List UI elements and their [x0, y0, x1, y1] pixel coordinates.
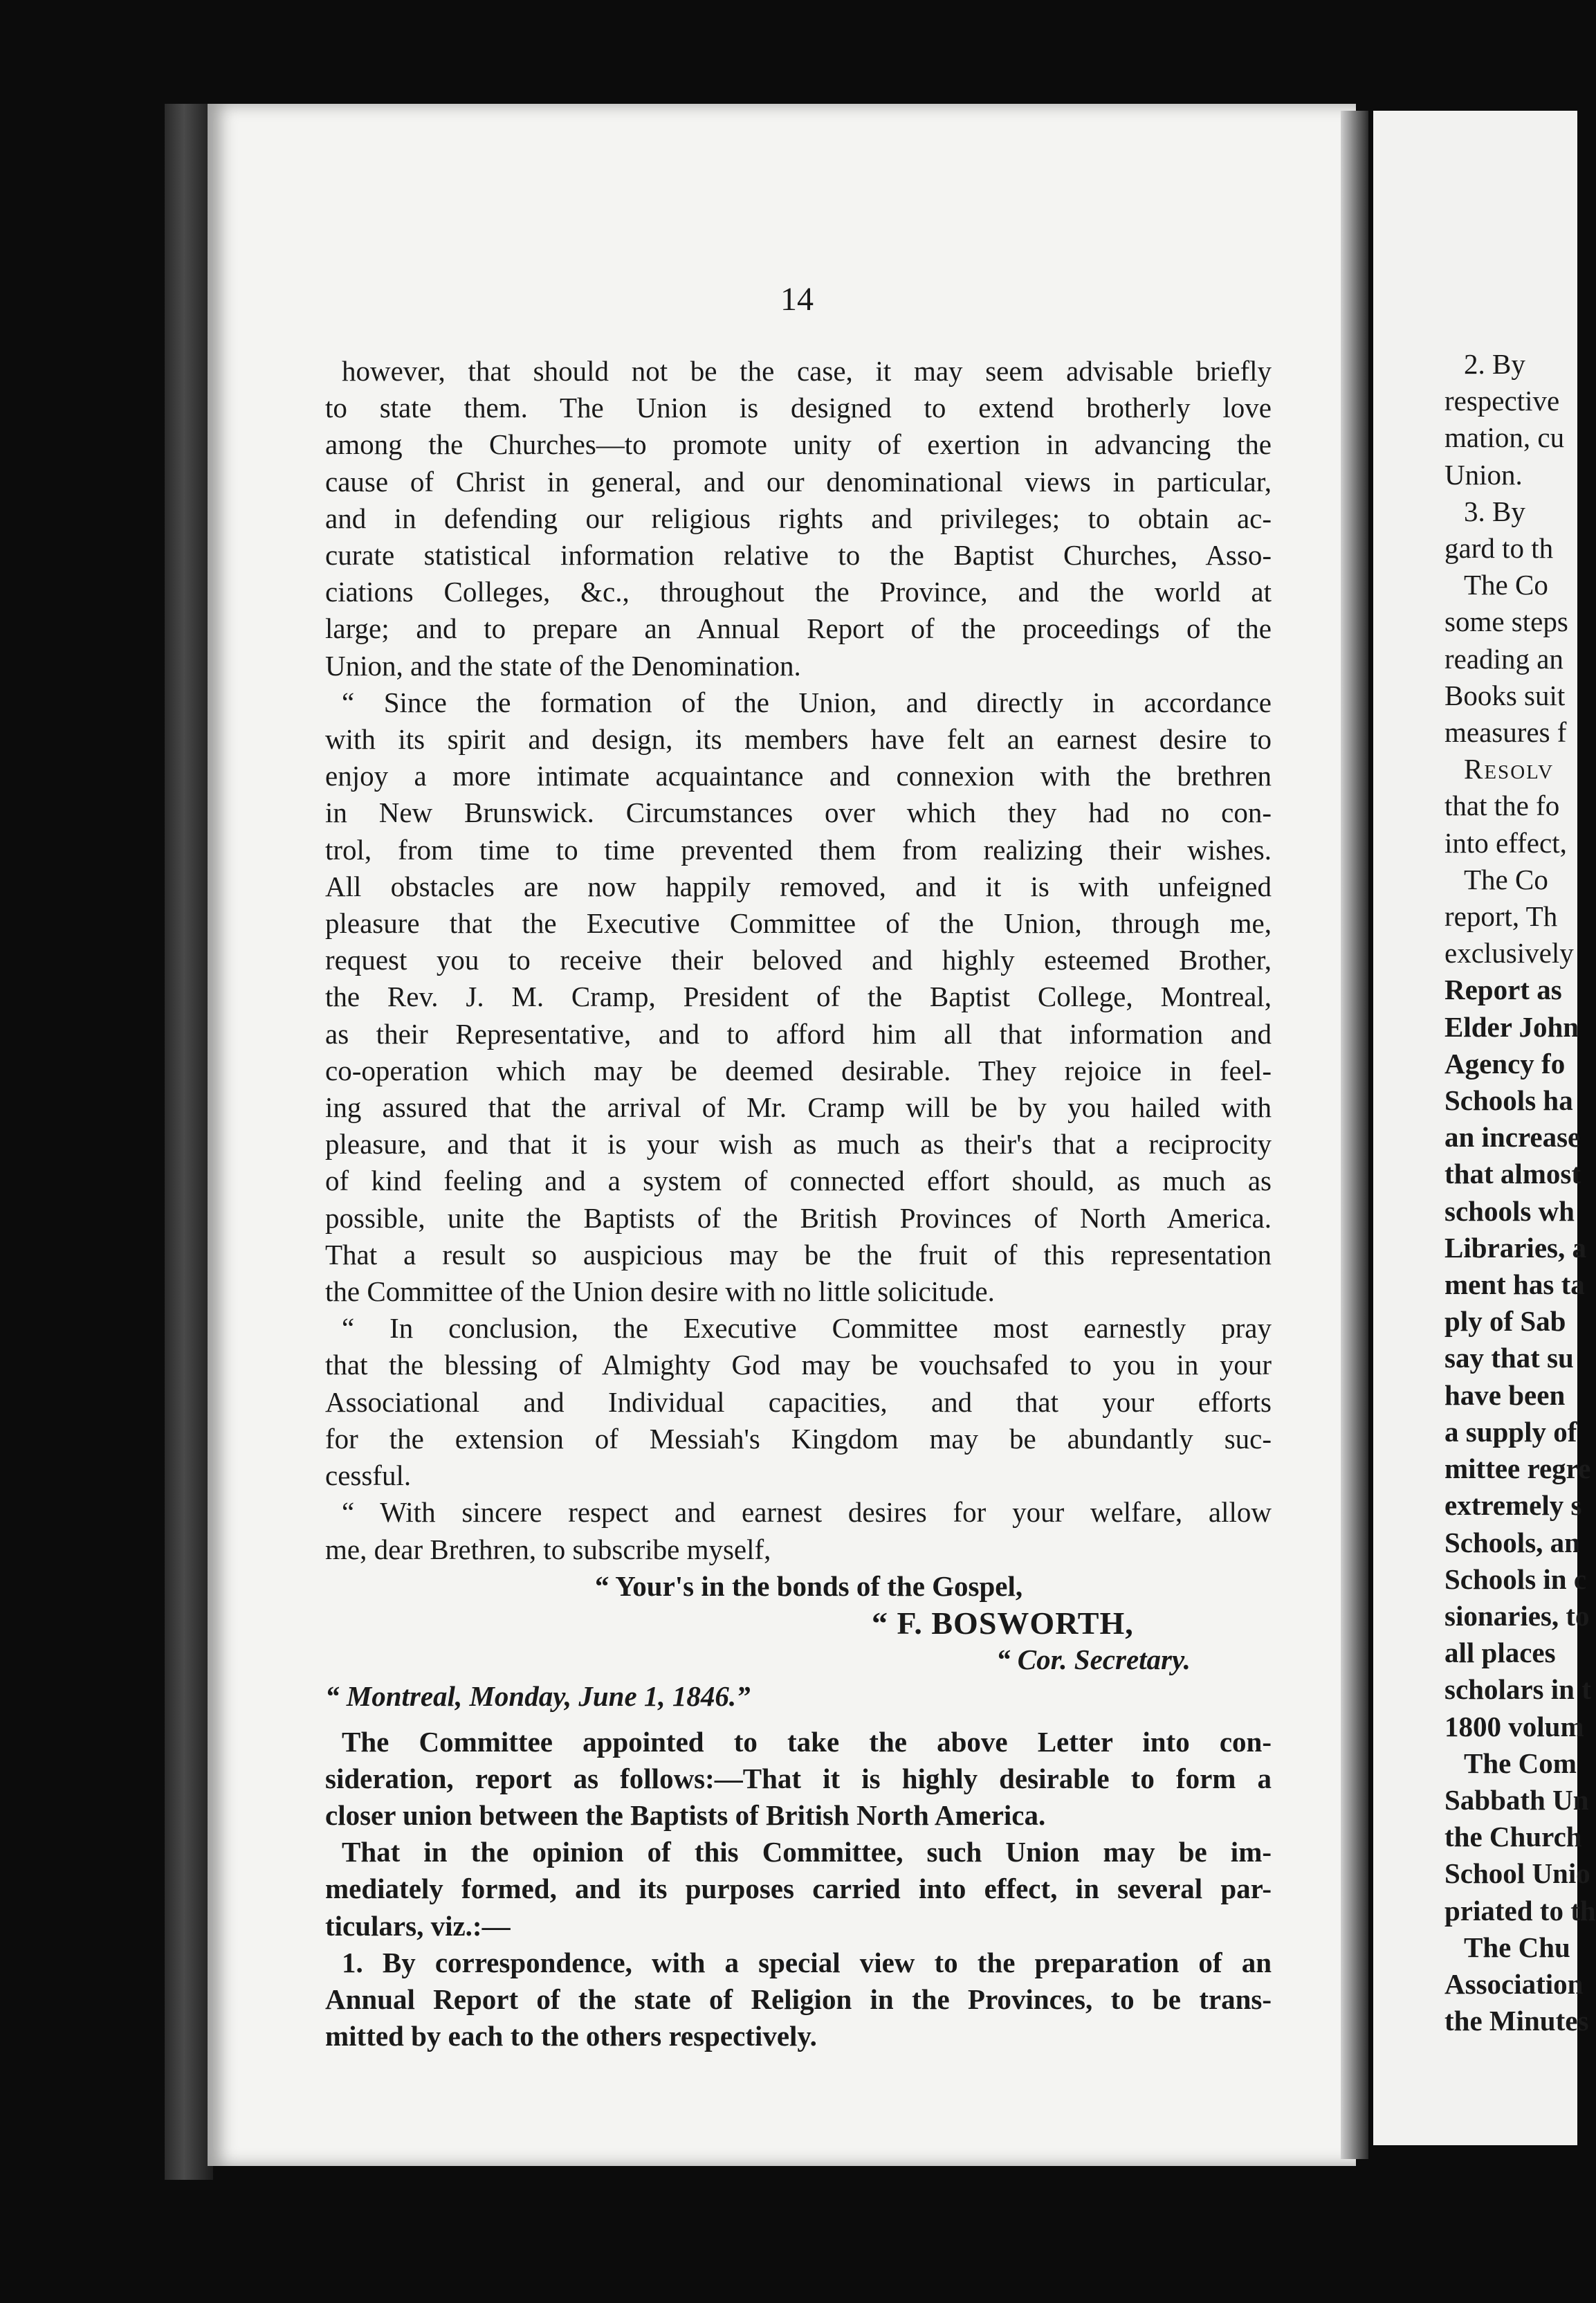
text-line: that the blessing of Almighty God may be vouchsafed to you in your: [325, 1349, 1272, 1381]
text-line: trol, from time to time prevented them from realizing their wishes.: [325, 833, 1272, 866]
right-text-line: report, Th: [1444, 900, 1558, 933]
right-text-line: the Church: [1444, 1821, 1582, 1853]
text-line: That a result so auspicious may be the fruit of this representation: [325, 1238, 1272, 1271]
right-text-line: Schools, an: [1444, 1526, 1580, 1558]
text-line: cessful.: [325, 1459, 412, 1492]
text-line: to state them. The Union is designed to extend brotherly love: [325, 392, 1272, 424]
right-text-line: The Co: [1464, 863, 1548, 895]
text-line: me, dear Brethren, to subscribe myself,: [325, 1533, 771, 1565]
text-line: and in defending our religious rights and privileges; to obtain ac-: [325, 502, 1272, 534]
text-line: “ With sincere respect and earnest desires for your welfare, allow: [342, 1496, 1272, 1529]
text-line: The Committee appointed to take the above Letter into con-: [342, 1725, 1272, 1758]
right-page-body: [1444, 346, 1596, 2039]
right-text-line: into effect,: [1444, 826, 1567, 859]
right-text-line: ply of Sab: [1444, 1305, 1566, 1338]
text-line: “ In conclusion, the Executive Committee most earnestly pray: [342, 1312, 1272, 1345]
text-line: among the Churches—to promote unity of exertion in advancing the: [325, 428, 1272, 461]
text-line: with its spirit and design, its members have felt an earnest desire to: [325, 723, 1272, 756]
right-text-line: schools wh: [1444, 1194, 1575, 1227]
right-text-line: have been: [1444, 1378, 1566, 1411]
text-line: ing assured that the arrival of Mr. Cramp will be by you hailed with: [325, 1091, 1272, 1124]
right-text-line: reading an: [1444, 642, 1563, 675]
right-text-line: say that su: [1444, 1342, 1574, 1374]
left-page-body: [325, 353, 1272, 2055]
text-line: in New Brunswick. Circumstances over which they had no con-: [325, 797, 1272, 829]
text-line: sideration, report as follows:—That it is highly desirable to form a: [325, 1762, 1272, 1794]
right-text-line: Report as: [1444, 974, 1562, 1006]
text-line: mediately formed, and its purposes carried into effect, in several par-: [325, 1873, 1272, 1905]
right-text-line: mittee regre: [1444, 1453, 1591, 1485]
signature-title: “ Cor. Secretary.: [996, 1644, 1191, 1676]
closing-salutation: “ Your's in the bonds of the Gospel,: [595, 1569, 1023, 1602]
right-text-line: ment has ta: [1444, 1268, 1585, 1301]
right-text-line: Libraries, a: [1444, 1231, 1586, 1264]
right-text-line: Association: [1444, 1967, 1584, 2000]
right-text-line: The Co: [1464, 569, 1548, 601]
text-line: request you to receive their beloved and highly esteemed Brother,: [325, 944, 1272, 976]
text-line: That in the opinion of this Committee, such Union may be im-: [342, 1836, 1272, 1868]
right-text-line: The Com: [1464, 1747, 1577, 1779]
right-text-line: exclusively: [1444, 937, 1574, 970]
text-line: the Rev. J. M. Cramp, President of the Baptist College, Montreal,: [325, 981, 1272, 1013]
signature-name: “ F. BOSWORTH,: [872, 1605, 1134, 1641]
right-text-line: gard to th: [1444, 532, 1554, 565]
text-line: “ Since the formation of the Union, and directly in accordance: [342, 686, 1272, 718]
text-line: Union, and the state of the Denomination.: [325, 649, 801, 682]
text-line: for the extension of Messiah's Kingdom may be abundantly suc-: [325, 1422, 1272, 1455]
right-text-line: Agency fo: [1444, 1047, 1566, 1080]
right-text-line: Elder John: [1444, 1010, 1579, 1043]
right-text-line: sionaries, to: [1444, 1599, 1590, 1632]
text-line: pleasure, and that it is your wish as much as their's that a reciprocity: [325, 1128, 1272, 1160]
right-text-line: School Unio: [1444, 1857, 1590, 1890]
text-line: ticulars, viz.:—: [325, 1909, 511, 1942]
book-spine-edge: [165, 104, 213, 2180]
right-text-line: Union.: [1444, 458, 1523, 491]
right-text-line: an increase: [1444, 1121, 1581, 1154]
right-text-line: Sabbath Un: [1444, 1783, 1589, 1816]
text-line: All obstacles are now happily removed, and it is with unfeigned: [325, 870, 1272, 902]
text-line: closer union between the Baptists of British North America.: [325, 1799, 1046, 1831]
page-gutter: [1341, 111, 1368, 2159]
right-text-line: a supply of: [1444, 1415, 1577, 1448]
right-text-line: scholars in t: [1444, 1673, 1591, 1706]
right-text-line: priated to th: [1444, 1894, 1596, 1927]
right-text-line: Books suit: [1444, 679, 1566, 711]
right-text-line: that the fo: [1444, 790, 1560, 822]
text-line: cause of Christ in general, and our denominational views in particular,: [325, 465, 1272, 498]
text-line: as their Representative, and to afford him all that information and: [325, 1017, 1272, 1050]
text-line: possible, unite the Baptists of the British Provinces of North America.: [325, 1201, 1272, 1234]
right-text-line: the Minutes: [1444, 2005, 1589, 2037]
right-text-line: respective: [1444, 385, 1560, 417]
right-text-line: all places: [1444, 1637, 1556, 1669]
right-text-line: extremely s: [1444, 1489, 1582, 1522]
right-text-line: measures f: [1444, 716, 1567, 749]
right-text-line: The Chu: [1464, 1931, 1570, 1963]
text-line: curate statistical information relative to the Baptist Churches, Asso-: [325, 539, 1272, 572]
text-line: the Committee of the Union desire with no little solicitude.: [325, 1275, 995, 1308]
right-text-line: Resolv: [1464, 753, 1554, 785]
text-line: pleasure that the Executive Committee of the Union, through me,: [325, 907, 1272, 940]
text-line: of kind feeling and a system of connected effort should, as much as: [325, 1165, 1272, 1197]
text-line: large; and to prepare an Annual Report of the proceedings of the: [325, 612, 1272, 645]
right-text-line: mation, cu: [1444, 421, 1565, 454]
text-line: ciations Colleges, &c., throughout the Province, and the world at: [325, 576, 1272, 608]
right-text-line: Schools ha: [1444, 1084, 1573, 1117]
text-line: Annual Report of the state of Religion in the Provinces, to be trans-: [325, 1983, 1272, 2015]
right-text-line: 2. By: [1464, 348, 1525, 380]
text-line: co-operation which may be deemed desirable. They rejoice in feel-: [325, 1054, 1272, 1086]
dateline: “ Montreal, Monday, June 1, 1846.”: [325, 1680, 751, 1713]
text-line: Associational and Individual capacities, and that your efforts: [325, 1385, 1272, 1418]
right-text-line: 3. By: [1464, 495, 1525, 527]
right-text-line: 1800 volum: [1444, 1710, 1584, 1742]
page-number: 14: [780, 281, 814, 318]
text-line: mitted by each to the others respectively.: [325, 2020, 817, 2052]
right-text-line: Schools in c: [1444, 1563, 1587, 1595]
text-line: however, that should not be the case, it may seem advisable briefly: [342, 355, 1272, 387]
text-line: 1. By correspondence, with a special view to the preparation of an: [342, 1946, 1272, 1978]
text-line: enjoy a more intimate acquaintance and connexion with the brethren: [325, 760, 1272, 792]
right-text-line: some steps: [1444, 606, 1568, 638]
right-text-line: that almost: [1444, 1158, 1581, 1190]
